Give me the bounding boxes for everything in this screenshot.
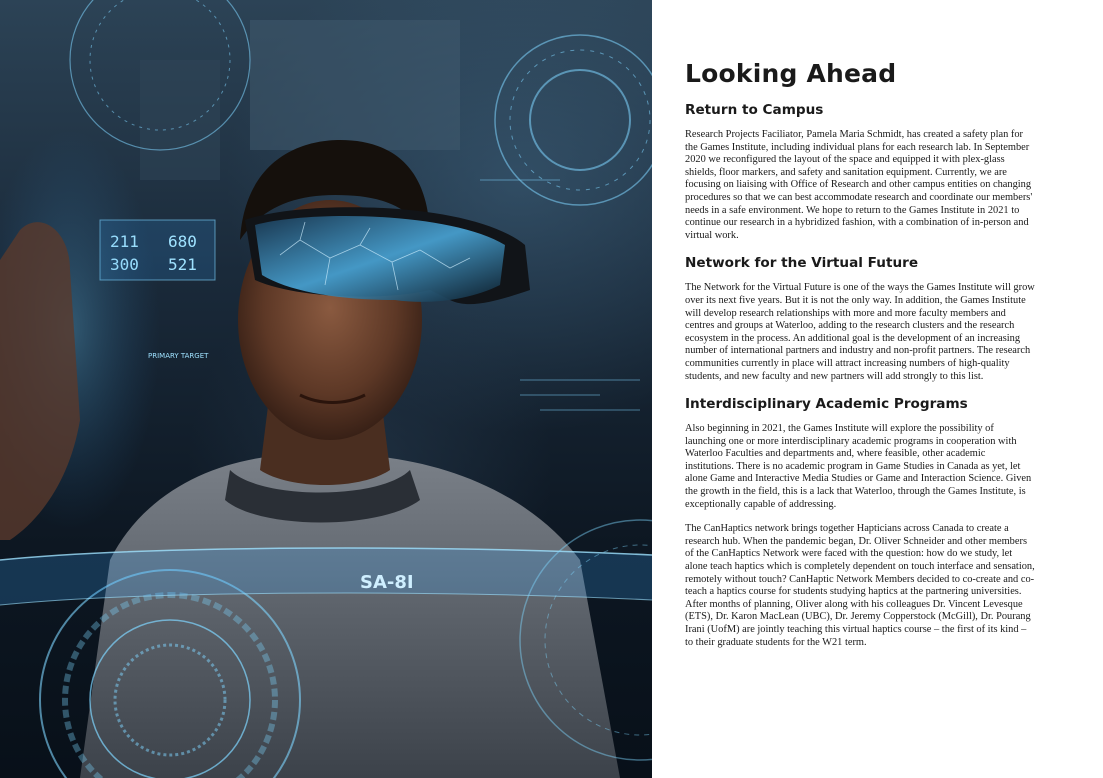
paragraph: Research Projects Faciliator, Pamela Maria Schmidt, has created a safety plan for the Games Institute, including individual plans for each research lab. In September 2020 we reconfigured the layout of the space and equipped it with plex-glass shields, floor markers, and safety and sanitation equipment. Currently, we are focusing on liaising with Office of Research and other campus entities on changing procedures so that we can best accommodate research and coordinate our members' needs in a safe environment. We hope to return to the Games Institute in 2021 to continue our research in a hybridized fashion, with a combination of in-person and virtual work. [685,129,1033,241]
hud-readout-2: 680 [168,232,197,251]
section-heading: Network for the Virtual Future [685,255,919,272]
page-title: Looking Ahead [685,59,897,88]
section-network-virtual-future [685,254,1035,383]
hud-readout-4: 521 [168,255,197,274]
hud-readout-1: 211 [110,232,139,251]
paragraph: Also beginning in 2021, the Games Institute will explore the possibility of launching one or more interdisciplinary academic programs in cooperation with Waterloo Faculties and departments and, where feasible, other academic institutions. There is no academic program in Game Studies in Canada as yet, let alone Game and Interactive Media Studies or Game and Interaction Science. Given the growth in the field, this is a lack that Waterloo, through the Games Institute, is exceptionally capable of addressing. [685,423,1032,510]
section-heading: Interdisciplinary Academic Programs [685,396,968,413]
section-return-to-campus [685,101,1035,242]
section-interdisciplinary-programs [685,395,1035,649]
paragraph: The CanHaptics network brings together Hapticians across Canada to create a research hub. When the pandemic began, Dr. Oliver Schneider and other members of the CanHaptics Network were faced with the question: how do we study, let alone teach haptics which is completely dependent on touch interface and sensation, remotely without touch? CanHaptic Network Members decided to co-create and co-teach a haptics course for students studying haptics at the partnering universities. After months of planning, Oliver along with his colleagues Dr. Vincent Levesque (ETS), Dr. Karon MacLean (UBC), Dr. Jeremy Copperstock (McGill), Dr. Pourang Irani (UofM) are jointly teaching this virtual haptics course – the first of its kind – to their graduate students for the W21 term. [685,523,1035,648]
section-heading: Return to Campus [685,102,824,118]
hud-code: SA-8I [360,572,414,593]
hud-label: PRIMARY TARGET [148,352,209,360]
article-body [685,58,1035,649]
paragraph: The Network for the Virtual Future is one of the ways the Games Institute will grow over its next five years. But it is not the only way. In addition, the Games Institute will develop research relationships with more and more faculty members and centres and groups at Waterloo, adding to the research clusters and the research ecosystem in the process. An additional goal is the development of an increasing number of international partners and industry and non-profit partners. The research communities currently in place will attract increasing numbers of high-quality students, and new faculty and new partners will add strongly to this list. [685,282,1035,382]
hud-readout-3: 300 [110,255,139,274]
hololens-visor [245,207,530,304]
